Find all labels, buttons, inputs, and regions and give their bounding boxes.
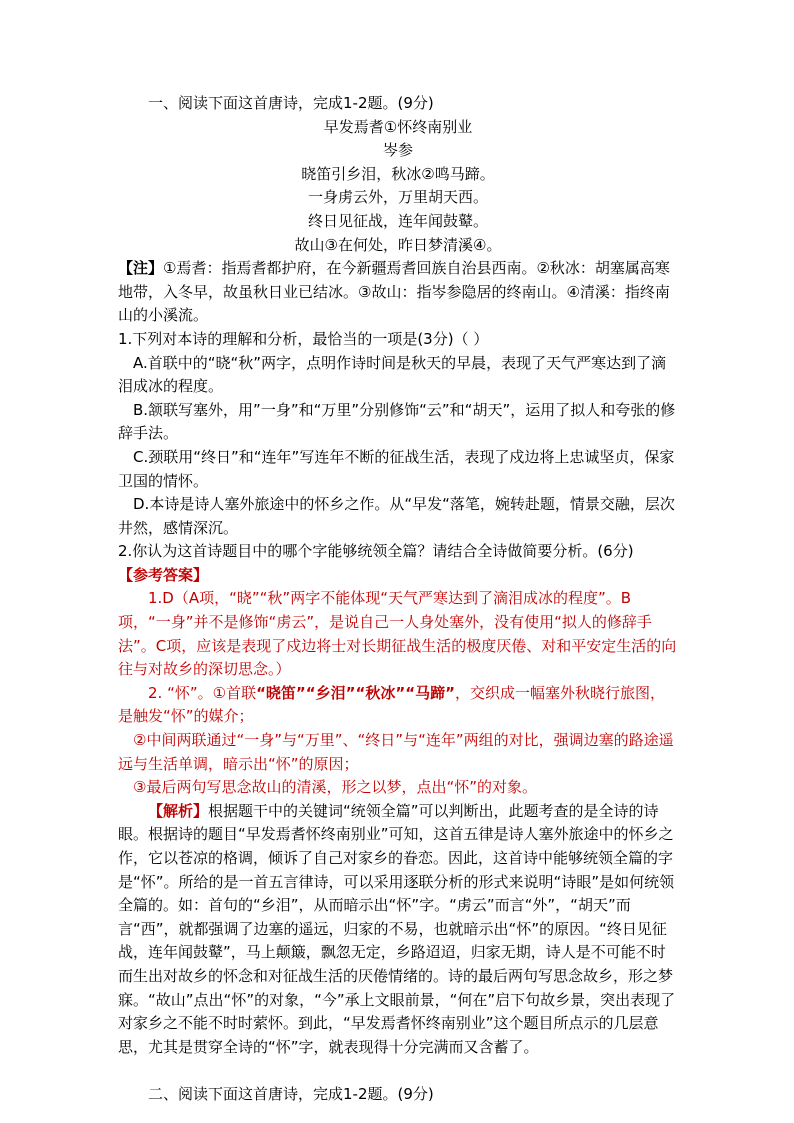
poem-line: 终日见征战，连年闻鼓鼙。 xyxy=(307,211,488,230)
note-tag: 【注】 xyxy=(118,259,164,278)
section2-heading: 二、阅读下面这首唐诗，完成1-2题。(9分) xyxy=(148,1085,434,1104)
poem-author: 岑参 xyxy=(382,141,413,160)
option-b: B.颔联写塞外，用”一身”和“万里”分别修饰“云”和“胡天”，运用了拟人和夸张的修辞手法。 xyxy=(118,400,676,443)
poem-line: 故山③在何处，昨日梦清溪④。 xyxy=(294,235,502,254)
document-page xyxy=(118,92,678,1107)
note-text: ①焉耆：指焉耆都护府，在今新疆焉耆回族自治县西南。②秋冰：胡塞属高寒地带，入冬早，故虽秋日业已结冰。③故山：指岑参隐居的终南山。④清溪：指终南山的小溪流。 xyxy=(118,259,670,325)
option-a: A.首联中的“晓“秋”两字，点明作诗时间是秋天的早晨，表现了天气严寒达到了滴泪成冰的程度。 xyxy=(118,353,667,396)
note xyxy=(118,257,678,328)
poem-title: 早发焉耆①怀终南别业 xyxy=(323,117,473,136)
section1-heading: 一、阅读下面这首唐诗，完成1-2题。(9分) xyxy=(148,94,434,112)
analysis xyxy=(118,800,678,1060)
answer-1: 1.D（A项，“晓”“秋”两字不能体现“天气严寒达到了滴泪成冰的程度”。B项，“一身”并不是修饰“虏云”，是说自己一人身处塞外，没有使用“拟人的修辞手法”。C项，应该是表现了戍边将士对长期征战生活的极度厌倦、对和平安定生活的向往与对故乡的深切思念。） xyxy=(118,589,677,679)
analysis-text: 根据题干中的关键词“统领全篇”可以判断出，此题考查的是全诗的诗眼。根据诗的题目“早发焉耆怀终南别业”可知，这首五律是诗人塞外旅途中的怀乡之作，它以苍凉的格调，倾诉了自己对家乡的眷恋。因此，这首诗中能够统领全篇的字是“怀”。所给的是一首五言律诗，可以采用逐联分析的形式来说明“诗眼”是如何统领全篇的。如：首句的“乡泪”，从而暗示出“怀”字。“虏云”而言“外”，“胡天”而言“西”，就都强调了边塞的遥远，归家的不易，也就暗示出“怀”的原因。“终日见征战，连年闻鼓鼙”，马上颠簸，飘忽无定，乡路迢迢，归家无期，诗人是不可能不时而生出对故乡的怀念和对征战生活的厌倦情绪的。诗的最后两句写思念故乡，形之梦寐。“故山”点出“怀”的对象，“今”承上文眼前景，“何在”启下句故乡景，突出表现了对家乡之不能不时时萦怀。到此，“早发焉耆怀终南别业”这个题目所点示的几层意思，尤其是贯穿全诗的“怀”字，就表现得十分完满而又含蓄了。 xyxy=(118,801,676,1056)
question-2: 2.你认为这首诗题目中的哪个字能够统领全篇？请结合全诗做简要分析。(6分) xyxy=(118,542,634,561)
answer-2-point-2: ②中间两联通过“一身”与“万里”、“终日”与“连年”两组的对比，强调边塞的路途遥远与生活单调，暗示出“怀”的原因； xyxy=(118,731,674,773)
option-c: C.颈联用“终日”和“连年”写连年不断的征战生活，表现了戍边将上忠诚坚贞，保家卫国的情怀。 xyxy=(118,447,675,490)
answer-tag: 【参考答案】 xyxy=(118,565,209,584)
answer-2-point-3: ③最后两句写思念故山的清溪，形之以梦，点出“怀”的对象。 xyxy=(133,778,537,797)
option-d: D.本诗是诗人塞外旅途中的怀乡之作。从“早发“落笔，婉转赴题，情景交融，层次井然，感情深沉。 xyxy=(118,495,675,537)
analysis-tag: 【解析】 xyxy=(148,801,209,820)
poem-line: 晓笛引乡泪，秋冰②鸣马蹄。 xyxy=(301,164,495,183)
poem-line: 一身虏云外，万里胡天西。 xyxy=(307,188,488,207)
question-1: 1.下列对本诗的理解和分析，最恰当的一项是(3分)（ ） xyxy=(118,329,489,348)
answer-2: 2. “怀”。①首联“晓笛”“乡泪”“秋冰”“马蹄”，交织成一幅塞外秋晓行旅图，是触发“怀”的媒介； xyxy=(118,683,665,726)
